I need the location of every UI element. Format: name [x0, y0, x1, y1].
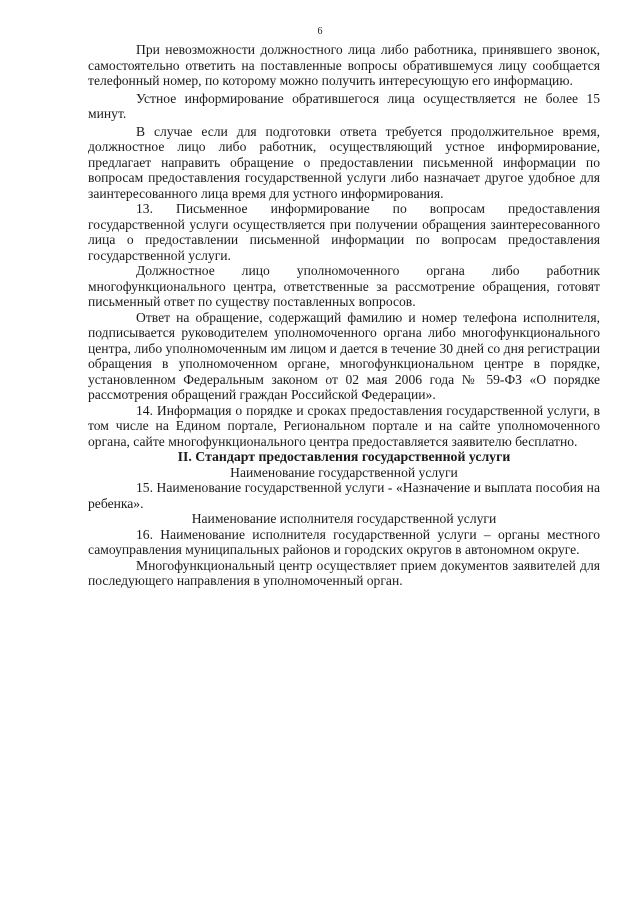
paragraph-long-answer: В случае если для подготовки ответа требуется продолжительное время, должностное лицо либо работник, осуществляющий устное информирование, предлагает направить обращение о предоставлении письменной информации по вопросам предоставления государственной услуги либо назначает другое удобное для заинтересованного лица время для устного информирования.: [88, 123, 600, 201]
paragraph-14: 14. Информация о порядке и сроках предоставления государственной услуги, в том числе на Едином портале, Региональном портале и на сайте уполномоченного органа, сайте многофункционального центра предоставляется заявителю бесплатно.: [88, 402, 600, 449]
paragraph-duration: Устное информирование обратившегося лица осуществляется не более 15 минут.: [88, 90, 600, 121]
paragraph-13: 13. Письменное информирование по вопросам предоставления государственной услуги осуществляется при получении обращения заинтересованного лица о предоставлении письменной информации по вопросам предоставления государственной услуги.: [88, 201, 600, 263]
document-body: [88, 42, 600, 589]
paragraph-mfc: Многофункциональный центр осуществляет прием документов заявителей для последующего направления в уполномоченный орган.: [88, 557, 600, 588]
paragraph-response: Ответ на обращение, содержащий фамилию и номер телефона исполнителя, подписывается руководителем уполномоченного органа либо многофункционального центра, либо уполномоченным им лицом и дается в течение 30 дней со дня регистрации обращения в уполномоченном органе, многофункциональном центре в порядке, установленном Федеральным законом от 02 мая 2006 года № 59-ФЗ «О порядке рассмотрения обращений граждан Российской Федерации».: [88, 309, 600, 402]
page-number: 6: [317, 26, 323, 37]
subheading-executor: Наименование исполнителя государственной услуги: [191, 511, 497, 526]
paragraph-responsible: Должностное лицо уполномоченного органа либо работник многофункционального центра, ответственные за рассмотрение обращения, готовят письменный ответ по существу поставленных вопросов.: [88, 263, 600, 309]
section-heading: II. Стандарт предоставления государственной услуги: [177, 449, 511, 464]
paragraph-16: 16. Наименование исполнителя государственной услуги – органы местного самоуправления муниципальных районов и городских округов в автономном округе.: [88, 526, 600, 557]
paragraph-15: 15. Наименование государственной услуги - «Назначение и выплата пособия на ребенка».: [88, 480, 600, 511]
paragraph-no-answer: При невозможности должностного лица либо работника, принявшего звонок, самостоятельно ответить на поставленные вопросы обратившемуся лицу сообщается телефонный номер, по которому можно получить интересующую его информацию.: [88, 42, 600, 88]
subheading-service-name: Наименование государственной услуги: [230, 464, 458, 480]
